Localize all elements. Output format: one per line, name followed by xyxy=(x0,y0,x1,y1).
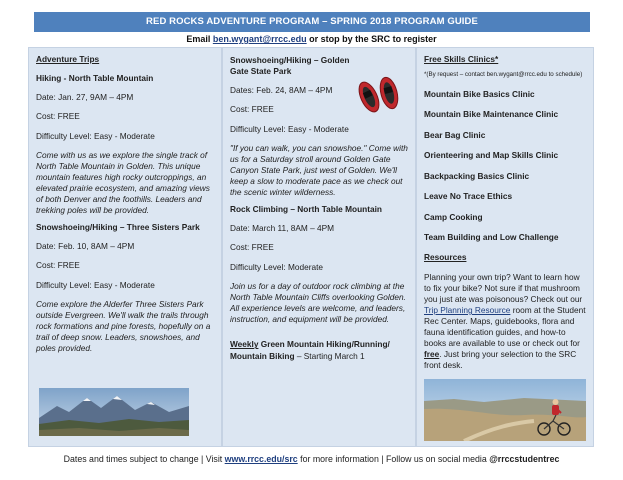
resources-part1: Planning your own trip? Want to learn how to fix your bike? Not sure if that mushroom you just ate was poisonous? Check out our xyxy=(424,271,583,304)
clinic-item: Mountain Bike Maintenance Clinic xyxy=(424,109,559,120)
resources-heading: Resources xyxy=(424,252,467,263)
mountain-biker-photo xyxy=(424,379,586,441)
weekly-start: – Starting March 1 xyxy=(294,350,365,361)
trip-title: Snowshoeing/Hiking – Three Sisters Park xyxy=(36,222,200,233)
clinic-item: Camp Cooking xyxy=(424,211,483,222)
trip-cost: Cost: FREE xyxy=(36,260,80,271)
email-suffix: or stop by the SRC to register xyxy=(306,34,437,44)
resources-free: free xyxy=(424,349,440,360)
trip-date: Date: Feb. 10, 8AM – 4PM xyxy=(36,240,135,251)
social-handle: @rrccstudentrec xyxy=(489,454,560,464)
email-line xyxy=(0,34,623,44)
resources-part3: . Just bring your selection to the SRC front desk. xyxy=(424,349,577,371)
trip-description: Come explore the Alderfer Three Sisters Park outside Evergreen. We'll walk the trails through rock formations and pine forests, hopefully on a trail of deep snow. Leaders, snowshoes, and poles provided. xyxy=(36,299,211,354)
trip-title: Hiking - North Table Mountain xyxy=(36,73,154,84)
email-link[interactable]: ben.wygant@rrcc.edu xyxy=(212,34,307,44)
trip-cost: Cost: FREE xyxy=(230,242,274,253)
email-prefix: Email xyxy=(186,34,213,44)
trip-description: "If you can walk, you can snowshoe." Come with us for a Saturday stroll around Golden Gate Canyon State Park, just west of Golden. We'll keep a slow to moderate pace as we check out the scenic winter wilderness. xyxy=(230,143,408,198)
clinics-note: *(By request – contact ben.wygant@rrcc.edu to schedule) xyxy=(424,71,583,79)
trip-description: Come with us as we explore the single track of North Table Mountain in Golden. This unique mountain features high rocky outcroppings, an elevated prairie ecosystem, and amazing views of both Denver and the foothills. Leaders and trekking poles will be provided. xyxy=(36,150,210,216)
footer-text-1: Dates and times subject to change | Visit xyxy=(63,454,225,464)
trip-date: Date: March 11, 8AM – 4PM xyxy=(230,222,335,233)
program-banner: RED ROCKS ADVENTURE PROGRAM – SPRING 2018 PROGRAM GUIDE xyxy=(34,12,590,32)
footer-text-2: for more information | Follow us on social media xyxy=(297,454,490,464)
clinic-item: Orienteering and Map Skills Clinic xyxy=(424,150,559,161)
trip-difficulty: Difficulty Level: Easy - Moderate xyxy=(36,130,155,141)
clinics-column xyxy=(416,47,594,447)
clinic-item: Mountain Bike Basics Clinic xyxy=(424,88,535,99)
resources-part2: room at the Student Rec Center. Maps, guidebooks, flora and fauna identification guides, and how-to books are available to use or check out for xyxy=(424,305,586,349)
trip-date: Date: Jan. 27, 9AM – 4PM xyxy=(36,91,134,102)
weekly-title: Green Mountain Hiking/Running/ Mountain Biking xyxy=(230,339,390,361)
trip-description: Join us for a day of outdoor rock climbing at the North Table Mountain Cliffs overlooking Golden. All experience levels are welcome, and leaders, instruction, and equipment will be provided. xyxy=(230,281,406,325)
mountain-landscape-photo xyxy=(39,388,189,436)
trip-planning-resource-link[interactable]: Trip Planning Resource xyxy=(424,305,511,316)
clinic-item: Backpacking Basics Clinic xyxy=(424,170,530,181)
trip-date: Dates: Feb. 24, 8AM – 4PM xyxy=(230,84,333,95)
clinic-item: Team Building and Low Challenge xyxy=(424,232,559,243)
trip-title: Snowshoeing/Hiking – Golden Gate State Park xyxy=(230,55,350,77)
trips-column-2 xyxy=(222,47,416,447)
website-link[interactable]: www.rrcc.edu/src xyxy=(224,454,298,464)
weekly-activity xyxy=(230,339,408,362)
clinic-item: Bear Bag Clinic xyxy=(424,129,486,140)
adventure-trips-column xyxy=(28,47,222,447)
clinics-heading: Free Skills Clinics* xyxy=(424,54,499,64)
snowshoe-icon xyxy=(355,73,405,117)
trip-cost: Cost: FREE xyxy=(230,104,274,115)
trip-difficulty: Difficulty Level: Easy - Moderate xyxy=(36,279,155,290)
trip-cost: Cost: FREE xyxy=(36,111,80,122)
footer xyxy=(0,454,623,464)
adventure-trips-heading: Adventure Trips xyxy=(36,54,100,64)
clinic-item: Leave No Trace Ethics xyxy=(424,191,513,202)
trip-title: Rock Climbing – North Table Mountain xyxy=(230,204,382,215)
trip-difficulty: Difficulty Level: Easy - Moderate xyxy=(230,123,349,134)
resources-text xyxy=(424,272,586,371)
weekly-word: Weekly xyxy=(230,339,259,350)
trip-difficulty: Difficulty Level: Moderate xyxy=(230,261,323,272)
